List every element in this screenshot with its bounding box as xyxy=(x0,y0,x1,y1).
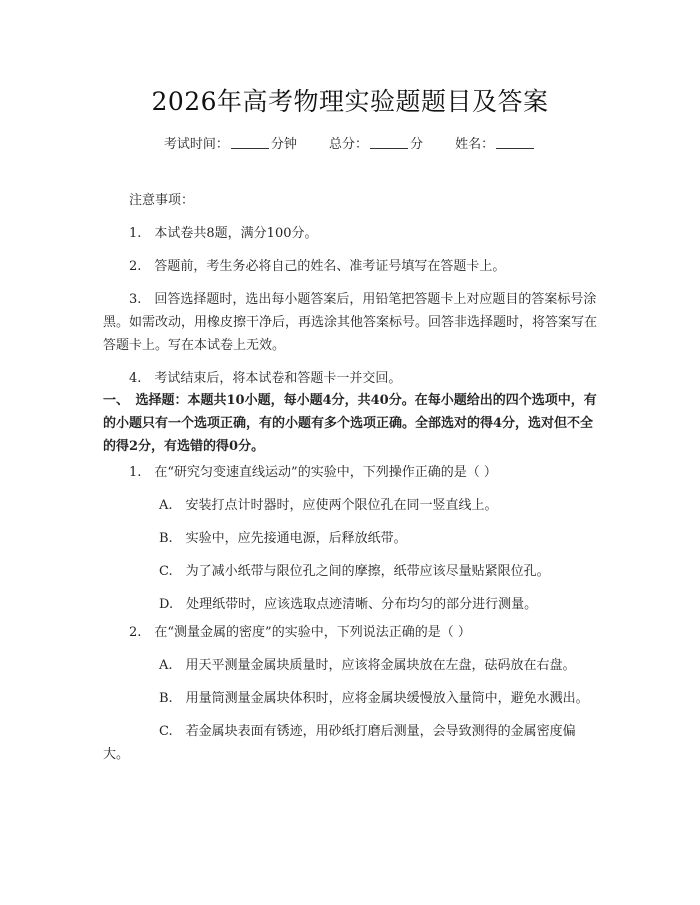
question-stem: 2. 在“测量金属的密度”的实验中，下列说法正确的是（ ） xyxy=(129,625,471,640)
notice-item: 3. 回答选择题时，选出每小题答案后，用铅笔把答题卡上对应题目的答案标号涂黑。如需改动，用橡皮擦干净后，再选涂其他答案标号。回答非选择题时，将答案写在答题卡上。写在本试卷上无效。 xyxy=(103,292,598,353)
question-option: C. 若金属块表面有锈迹，用砂纸打磨后测量，会导致测得的金属密度偏大。 xyxy=(103,724,576,762)
time-field xyxy=(164,133,297,152)
score-field xyxy=(329,133,423,152)
notice-section xyxy=(103,189,597,390)
question-option: C. 为了减小纸带与限位孔之间的摩擦，纸带应该尽量贴紧限位孔。 xyxy=(159,564,550,579)
exam-meta xyxy=(0,133,700,152)
notice-heading: 注意事项： xyxy=(129,193,195,208)
time-unit: 分钟 xyxy=(270,137,297,152)
name-blank xyxy=(496,137,534,149)
score-unit: 分 xyxy=(410,137,424,152)
notice-item: 2. 答题前，考生务必将自己的姓名、准考证号填写在答题卡上。 xyxy=(129,259,506,274)
question-option: A. 用天平测量金属块质量时，应该将金属块放在左盘，砝码放在右盘。 xyxy=(159,658,576,673)
section-heading: 一、 选择题：本题共10小题，每小题4分，共40分。在每小题给出的四个选项中，有的小题只有一个选项正确，有的小题有多个选项正确。全部选对的得4分，选对但不全的得2分，有选错的得0分。 xyxy=(103,393,597,454)
question-stem: 1. 在“研究匀变速直线运动”的实验中，下列操作正确的是（ ） xyxy=(129,465,497,480)
question-option: D. 处理纸带时，应该选取点迹清晰、分布均匀的部分进行测量。 xyxy=(159,597,538,612)
question-option: B. 实验中，应先接通电源，后释放纸带。 xyxy=(159,531,407,546)
notice-item: 1. 本试卷共8题，满分100分。 xyxy=(129,226,318,241)
page-title: 2026年高考物理实验题题目及答案 xyxy=(151,87,549,116)
score-label: 总分： xyxy=(328,137,368,152)
question-option: A. 安装打点计时器时，应使两个限位孔在同一竖直线上。 xyxy=(159,498,498,513)
score-blank xyxy=(370,137,408,149)
name-label: 姓名： xyxy=(455,137,495,152)
question-1 xyxy=(103,461,597,616)
time-label: 考试时间： xyxy=(163,137,229,152)
time-blank xyxy=(231,137,269,149)
question-2 xyxy=(103,621,597,766)
name-field xyxy=(455,133,536,152)
question-option: B. 用量筒测量金属块体积时，应将金属块缓慢放入量筒中，避免水溅出。 xyxy=(159,691,589,706)
notice-item: 4. 考试结束后，将本试卷和答题卡一并交回。 xyxy=(129,371,402,386)
